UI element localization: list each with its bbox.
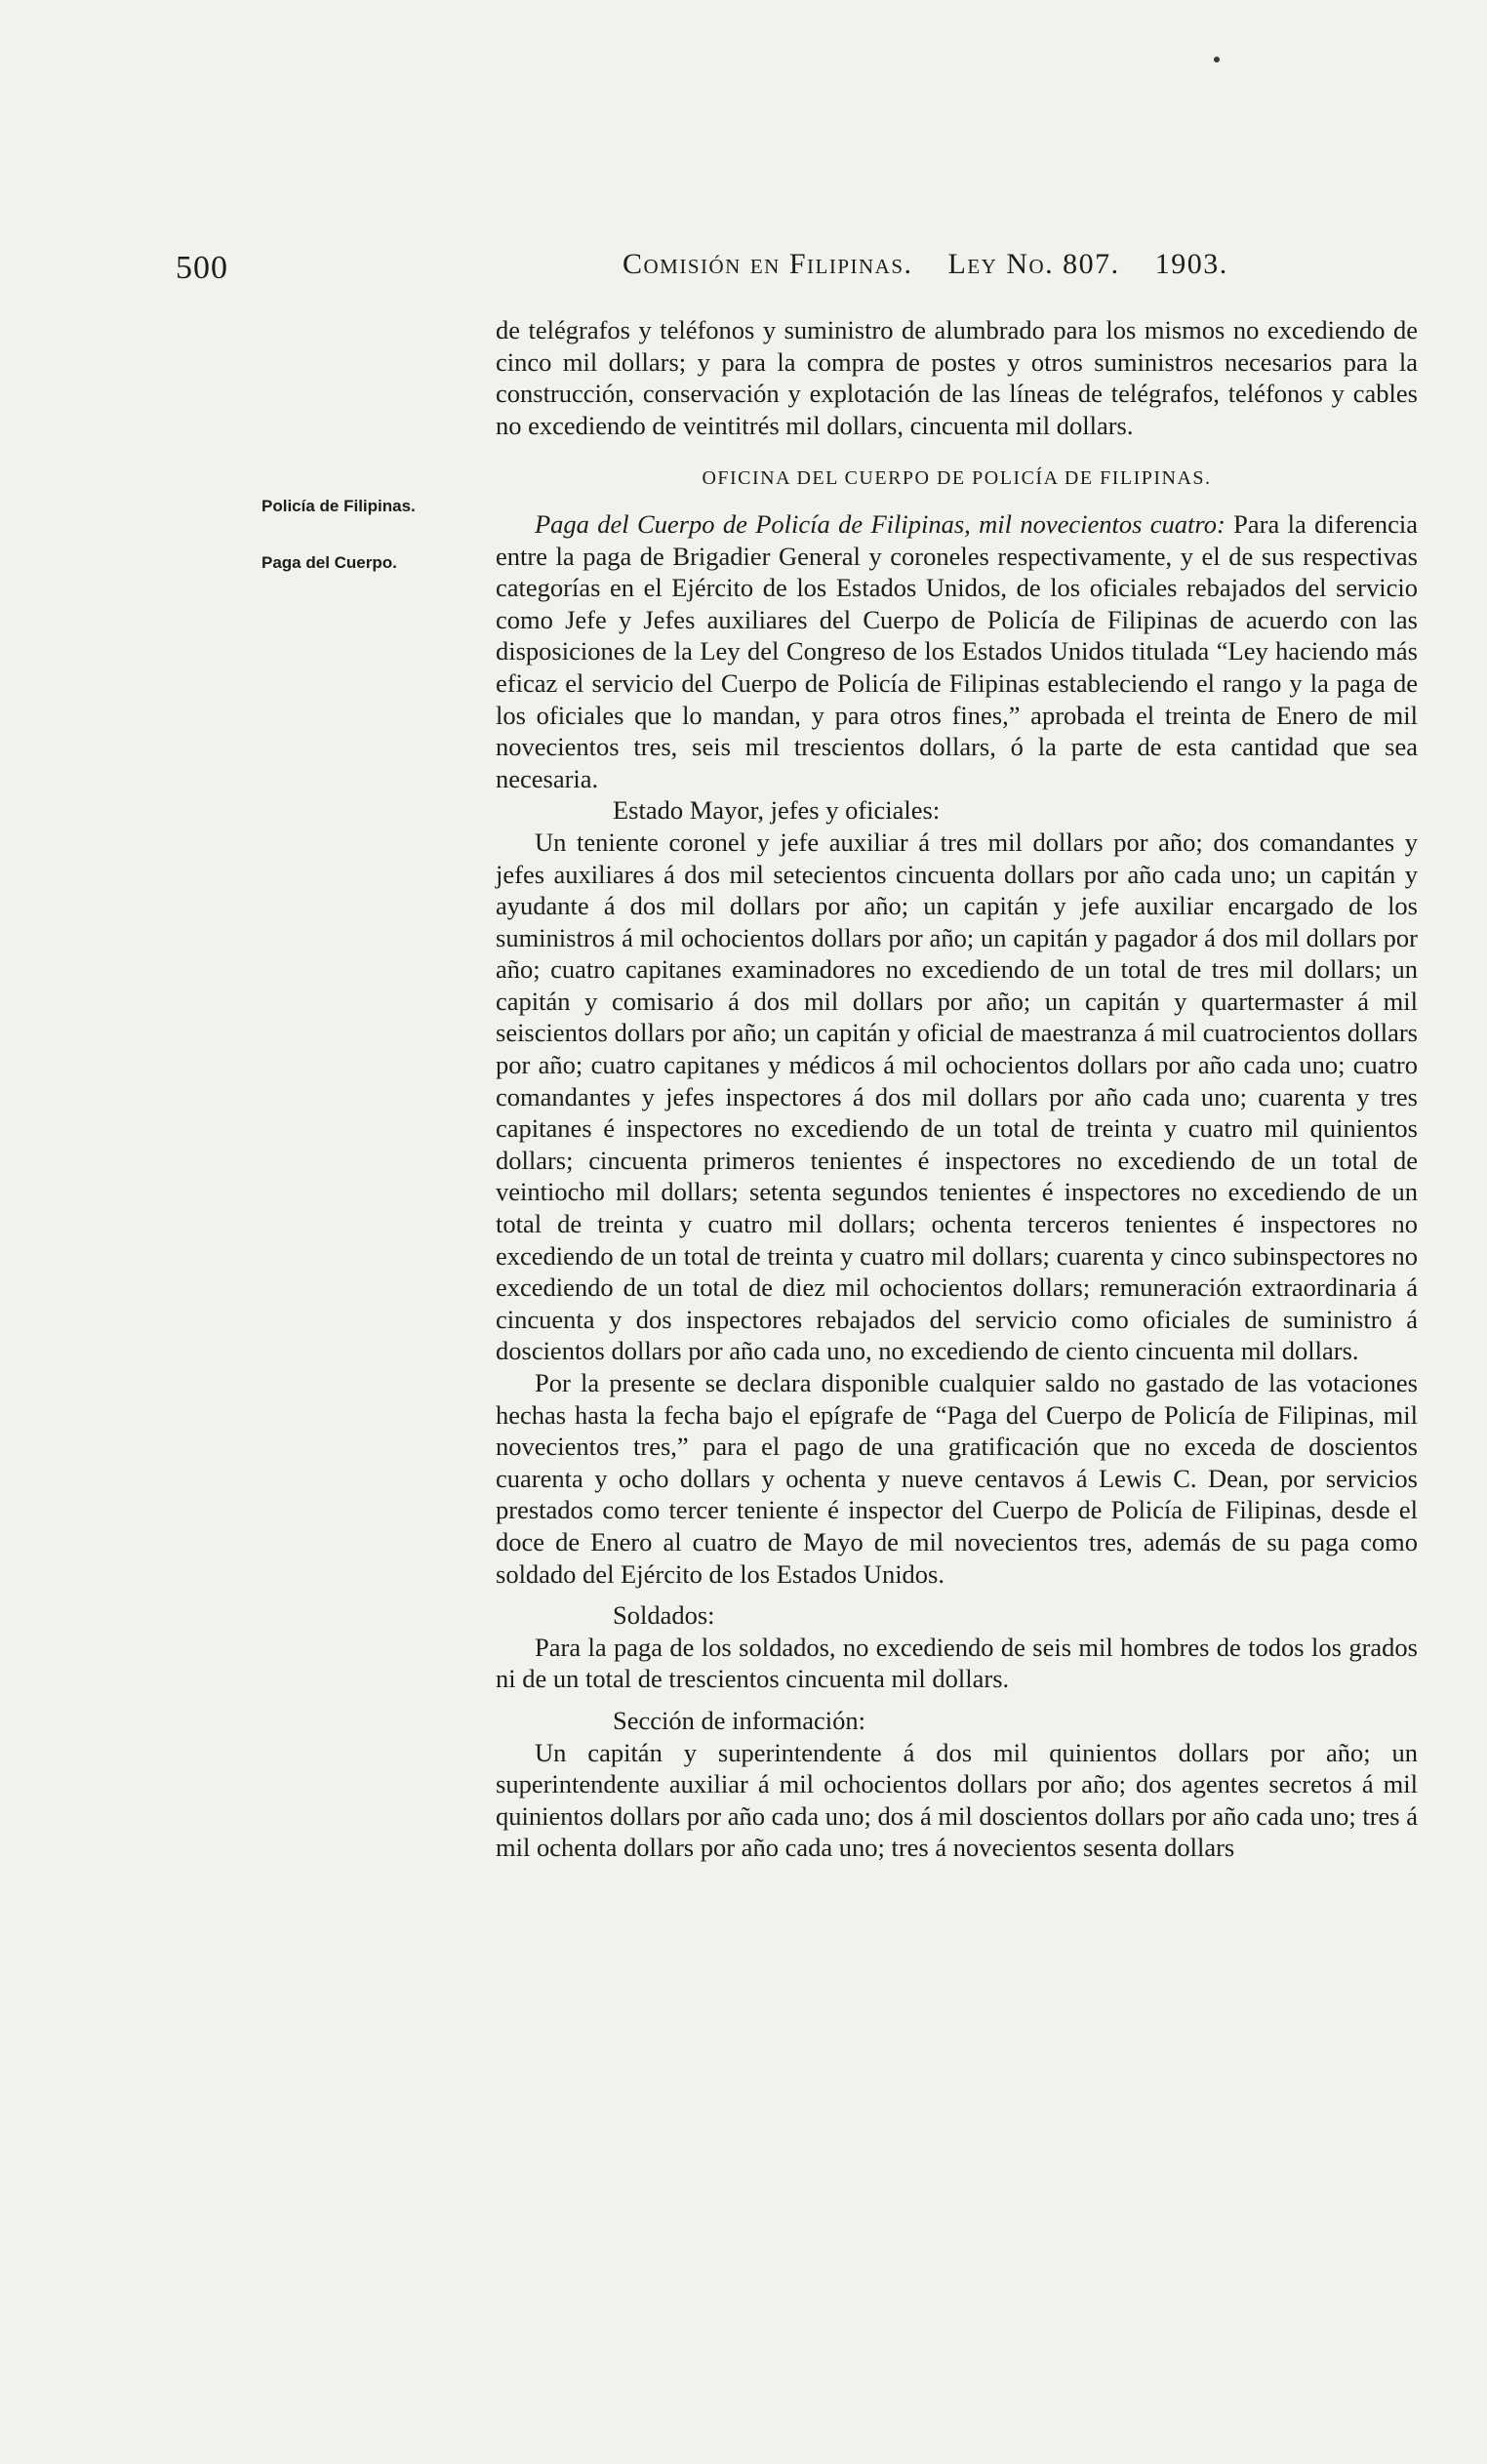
section-heading: OFICINA DEL CUERPO DE POLICÍA DE FILIPINAS. [702, 467, 1212, 490]
running-head-title: Comisión en Filipinas. [623, 248, 913, 280]
running-head [623, 248, 1228, 281]
opening-paragraph: de telégrafos y teléfonos y suministro de alumbrado para los mismos no excediendo de cinco mil dollars; y para la compra de postes y otros suministros necesarios para la construcción, conservación y explotación de las líneas de telégrafos, teléfonos y cables no excediendo de veintitrés mil dollars, cincuenta mil dollars. [496, 315, 1418, 440]
pay-paragraph [496, 508, 1418, 794]
info-heading: Sección de información: [613, 1705, 866, 1735]
running-head-year: 1903. [1154, 248, 1228, 280]
balance-paragraph: Por la presente se declara disponible cualquier saldo no gastado de las votaciones hechas hasta la fecha bajo el epígrafe de “Paga del Cuerpo de Policía de Filipinas, mil novecientos tres,” para el pago de una gratificación que no exceda de doscientos cuarenta y ocho dollars y ochenta y nueve centavos á Lewis C. Dean, por servicios prestados como tercer teniente é inspector del Cuerpo de Policía de Filipinas, desde el doce de Enero al cuatro de Mayo de mil novecientos tres, además de su paga como soldado del Ejército de los Estados Unidos. [496, 1368, 1418, 1589]
pay-body: Para la diferencia entre la paga de Brigadier General y coroneles respectivamente, y el de sus respectivas categorías en el Ejército de los Estados Unidos, de los oficiales rebajados del servicio como Jefe y Jefes auxiliares del Cuerpo de Policía de Filipinas de acuerdo con las disposiciones de la Ley del Congreso de los Estados Unidos titulada “Ley haciendo más eficaz el servicio del Cuerpo de Policía de Filipinas estableciendo el rango y la paga de los oficiales que lo mandan, y para otros fines,” aprobada el treinta de Enero de mil novecientos tres, seis mil trescientos dollars, ó la parte de esta cantidad que sea necesaria. [496, 508, 1419, 793]
main-text-column [496, 314, 1418, 1864]
page-number: 500 [176, 250, 228, 286]
staff-paragraph: Un teniente coronel y jefe auxiliar á tres mil dollars por año; dos comandantes y jefes auxiliares á dos mil setecientos cincuenta dollars por año cada uno; un capitán y ayudante á dos mil dollars por año; un capitán y jefe auxiliar encargado de los suministros á mil ochocientos dollars por año; un capitán y pagador á dos mil dollars por año; cuatro capitanes examinadores no excediendo de un total de tres mil dollars; un capitán y comisario á dos mil dollars por año; un capitán y quartermaster á mil seiscientos dollars por año; un capitán y oficial de maestranza á mil cuatrocientos dollars por año; cuatro capitanes y médicos á mil ochocientos dollars por año cada uno; cuatro comandantes y jefes inspectores á dos mil dollars por año cada uno; cuarenta y tres capitanes é inspectores no excediendo de un total de treinta y cuatro mil quinientos dollars; cincuenta primeros tenientes é inspectores no excediendo de un total de veintiocho mil dollars; setenta segundos tenientes é inspectores no excediendo de un total de treinta y cuatro mil dollars; ochenta terceros tenientes é inspectores no excediendo de un total de treinta y cuatro mil dollars; cuarenta y cinco subinspectores no excediendo de un total de diez mil ochocientos dollars; remuneración extraordinaria á cincuenta y dos inspectores rebajados del servicio como oficiales de suministro á doscientos dollars por año cada uno, no excediendo de ciento cincuenta mil dollars. [496, 827, 1418, 1366]
ink-speck [1214, 57, 1220, 62]
running-head-law: Ley No. 807. [947, 248, 1120, 280]
pay-title: Paga del Cuerpo de Policía de Filipinas, mil novecientos cuatro: [535, 508, 1226, 539]
info-paragraph: Un capitán y superintendente á dos mil quinientos dollars por año; un superintendente auxiliar á mil ochocientos dollars por año; dos agentes secretos á mil quinientos dollars por año cada uno; dos á mil doscientos dollars por año cada uno; tres á mil ochenta dollars por año cada uno; tres á novecientos sesenta dollars [496, 1737, 1418, 1863]
margin-note-paga: Paga del Cuerpo. [261, 553, 397, 572]
soldiers-paragraph: Para la paga de los soldados, no excediendo de seis mil hombres de todos los grados ni de un total de trescientos cincuenta mil dollars. [496, 1632, 1418, 1694]
margin-note-policia: Policía de Filipinas. [261, 497, 416, 515]
staff-heading: Estado Mayor, jefes y oficiales: [613, 795, 941, 826]
soldiers-heading: Soldados: [613, 1600, 715, 1631]
